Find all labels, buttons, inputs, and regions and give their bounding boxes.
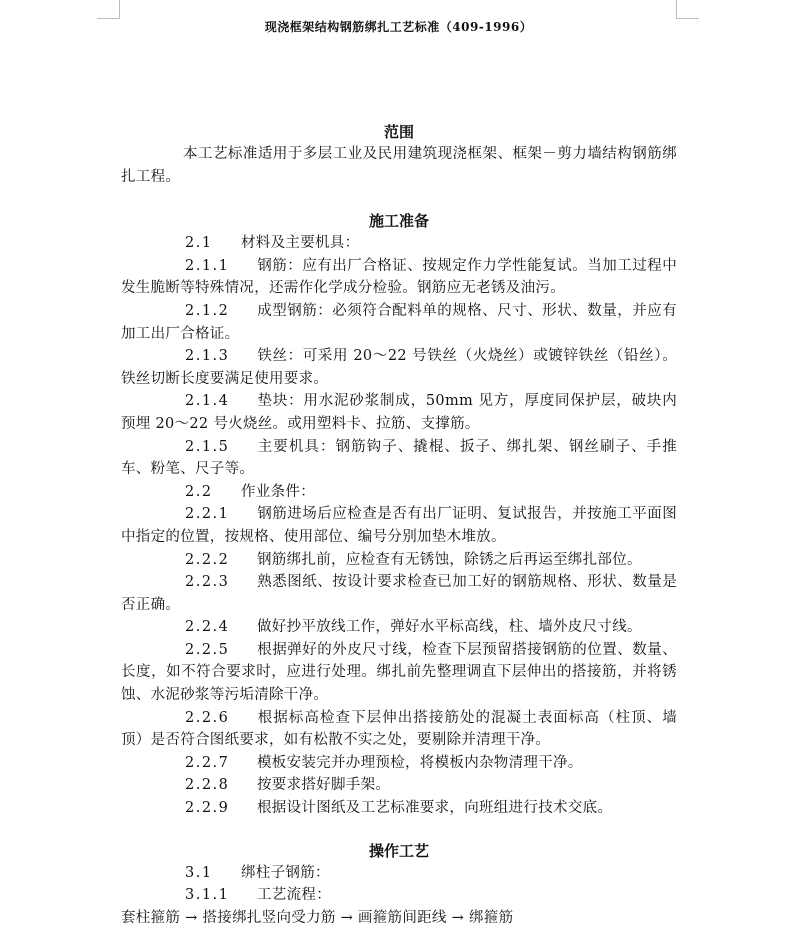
clause-2-2-9 xyxy=(121,797,677,820)
clause-text: 钢筋：应有出厂合格证、按规定作力学性能复试。当加工过程中发生脆断等特殊情况，还需作化学成分检验。钢筋应无老锈及油污。 xyxy=(121,257,677,297)
process-flow-line: 套柱箍筋 → 搭接绑扎竖向受力筋 → 画箍筋间距线 → 绑箍筋 xyxy=(121,909,514,926)
clause-2-2-2 xyxy=(121,549,677,572)
clause-number: 3.1.1 xyxy=(185,887,230,904)
clause-text: 根据设计图纸及工艺标准要求，向班组进行技术交底。 xyxy=(257,800,613,817)
crop-mark-top-left xyxy=(97,0,120,19)
clause-2-1-5 xyxy=(121,436,677,481)
clause-text: 铁丝：可采用 20～22 号铁丝（火烧丝）或镀锌铁丝（铅丝）。铁丝切断长度要满足使用要求。 xyxy=(121,348,677,387)
clause-2-2-1 xyxy=(121,503,677,548)
clause-number: 2.1 xyxy=(185,235,213,252)
clause-2-1-4 xyxy=(121,390,677,435)
clause-2-1-3 xyxy=(121,345,677,390)
clause-number: 2.2.8 xyxy=(185,777,230,794)
section-heading-scope: 范围 xyxy=(383,123,414,141)
clause-text: 主要机具：钢筋钩子、撬棍、扳子、绑扎架、钢丝刷子、手推车、粉笔、尺子等。 xyxy=(121,438,677,478)
section-heading-prep: 施工准备 xyxy=(368,212,429,231)
clause-number: 2.2.7 xyxy=(185,754,230,771)
clause-number: 2.2.9 xyxy=(185,800,230,817)
clause-2-2-3 xyxy=(121,571,677,616)
clause-text: 钢筋绑扎前，应检查有无锈蚀，除锈之后再运至绑扎部位。 xyxy=(257,551,642,568)
clause-number: 2.2.3 xyxy=(185,574,230,591)
clause-number: 2.2.5 xyxy=(185,641,230,658)
clause-text: 绑柱子钢筋： xyxy=(241,864,330,881)
clause-number: 3.1 xyxy=(185,864,213,881)
clause-text: 材料及主要机具： xyxy=(241,235,360,252)
clause-number: 2.1.4 xyxy=(185,393,230,410)
prep-list xyxy=(121,232,677,819)
clause-text: 模板安装完并办理预检，将模板内杂物清理干净。 xyxy=(257,754,583,771)
clause-number: 2.1.1 xyxy=(185,257,230,274)
clause-number: 2.1.3 xyxy=(185,348,230,365)
crop-mark-top-right xyxy=(676,0,699,19)
clause-3-1 xyxy=(121,862,677,885)
clause-2-2-7 xyxy=(121,752,677,775)
clause-text: 成型钢筋：必须符合配料单的规格、尺寸、形状、数量，并应有加工出厂合格证。 xyxy=(121,302,677,342)
clause-2-2-5 xyxy=(121,639,677,707)
scope-paragraph: 本工艺标准适用于多层工业及民用建筑现浇框架、框架－剪力墙结构钢筋绑扎工程。 xyxy=(121,146,677,185)
clause-2-2-6 xyxy=(121,707,677,752)
clause-2-2-8 xyxy=(121,774,677,797)
clause-3-1-1 xyxy=(121,884,677,907)
clause-text: 根据弹好的外皮尺寸线，检查下层预留搭接钢筋的位置、数量、长度，如不符合要求时，应进行处理。绑扎前先整理调直下层伸出的搭接筋，并将锈蚀、水泥砂浆等污垢清除干净。 xyxy=(121,641,677,704)
clause-text: 垫块：用水泥砂浆制成，50mm 见方，厚度同保护层，破块内预埋 20～22 号火烧丝。或用塑料卡、拉筋、支撑筋。 xyxy=(121,393,677,432)
clause-number: 2.2.6 xyxy=(185,709,230,726)
clause-text: 做好抄平放线工作，弹好水平标高线，柱、墙外皮尺寸线。 xyxy=(257,619,642,636)
clause-text: 工艺流程： xyxy=(257,887,331,904)
document-body xyxy=(121,121,677,929)
clause-text: 按要求搭好脚手架。 xyxy=(257,777,391,794)
clause-2-1-2 xyxy=(121,300,677,345)
clause-number: 2.1.5 xyxy=(185,438,230,455)
clause-text: 熟悉图纸、按设计要求检查已加工好的钢筋规格、形状、数量是否正确。 xyxy=(121,574,677,613)
clause-2-2-4 xyxy=(121,616,677,639)
clause-number: 2.2.4 xyxy=(185,619,230,636)
clause-text: 作业条件： xyxy=(241,483,315,500)
clause-text: 根据标高检查下层伸出搭接筋处的混凝土表面标高（柱顶、墙顶）是否符合图纸要求，如有松散不实之处，要剔除并清理干净。 xyxy=(121,709,677,749)
section-heading-process: 操作工艺 xyxy=(368,841,429,860)
clause-2-1 xyxy=(121,232,677,255)
clause-2-2 xyxy=(121,481,677,504)
process-list xyxy=(121,862,677,930)
clause-number: 2.1.2 xyxy=(185,302,230,319)
clause-text: 钢筋进场后应检查是否有出厂证明、复试报告，并按施工平面图中指定的位置，按规格、使用部位、编号分别加垫木堆放。 xyxy=(121,506,677,545)
page-header-title: 现浇框架结构钢筋绑扎工艺标准（409-1996） xyxy=(264,20,533,34)
clause-number: 2.2 xyxy=(185,483,213,500)
clause-number: 2.2.1 xyxy=(185,506,230,523)
clause-2-1-1 xyxy=(121,255,677,300)
clause-number: 2.2.2 xyxy=(185,551,230,568)
